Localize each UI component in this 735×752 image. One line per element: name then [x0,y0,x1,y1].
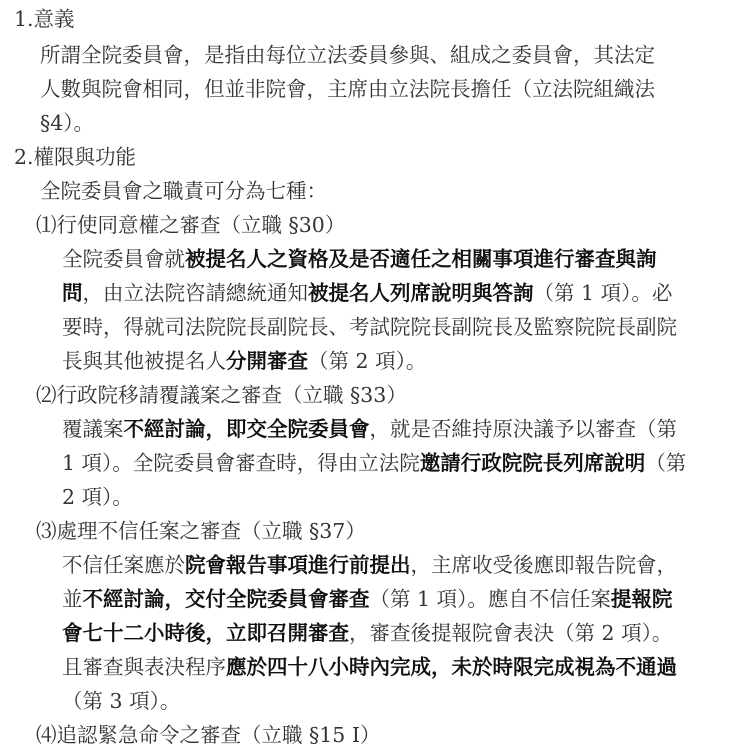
text-run: §4）。 [40,111,95,135]
emphasis-text: 分開審查 [226,349,308,373]
text-run: 1 項）。全院委員會審查時，得由立法院 [62,451,420,475]
emphasis-text: 會七十二小時後，立即召開審查 [62,621,349,645]
text-run: （第 1 項）。必 [533,281,673,305]
text-run: 1.意義 [14,7,75,31]
text-run: ⑷追認緊急命令之審查（立職 §15 Ⅰ） [36,723,381,747]
paragraph-line [62,412,677,446]
text-run: 要時，得就司法院院長副院長、考試院院長副院長及監察院院長副院 [62,315,677,339]
paragraph-line [40,174,327,208]
text-run: 覆議案 [62,417,124,441]
paragraph-line [62,242,657,276]
text-run: ⑴行使同意權之審查（立職 §30） [36,213,346,237]
text-run: 人數與院會相同，但並非院會，主席由立法院長擔任（立法院組織法 [40,77,655,101]
emphasis-text: 問 [62,281,83,305]
text-run: 並 [62,587,83,611]
section-heading-powers [14,140,136,174]
paragraph-line [40,72,655,106]
section-heading-meaning [14,2,75,36]
text-run: （第 2 項）。 [308,349,427,373]
subsection-heading-reconsideration [36,378,407,412]
subsection-heading-consent [36,208,345,242]
text-run: 且審查與表決程序 [62,655,226,679]
text-run: 不信任案應於 [62,553,185,577]
emphasis-text: 不經討論，交付全院委員會審查 [82,587,370,611]
paragraph-line [62,310,677,344]
emphasis-text: 不經討論，即交全院委員會 [123,417,370,441]
paragraph-line [40,106,94,140]
emphasis-text: 被提名人之資格及是否適任之相關事項進行審查與詢 [185,247,657,271]
paragraph-line [62,480,133,514]
text-run: （第 [645,451,687,475]
text-run: ，主席收受後應即報告院會， [410,553,677,577]
paragraph-line [62,344,426,378]
emphasis-text: 提報院 [610,587,673,611]
emphasis-text: 院會報告事項進行前提出 [185,553,411,577]
text-run: ⑵行政院移請覆議案之審查（立職 §33） [36,383,407,407]
paragraph-line [62,650,677,684]
paragraph-line [62,582,672,616]
text-run: 長與其他被提名人 [62,349,226,373]
paragraph-line [62,446,686,480]
paragraph-line [62,276,672,310]
text-run: 全院委員會就 [62,247,185,271]
paragraph-line [40,38,655,72]
text-run: 全院委員會之職責可分為七種： [40,179,327,203]
text-run: 2 項）。 [62,485,133,509]
text-run: ，由立法院咨請總統通知 [82,281,308,305]
text-run: 所謂全院委員會，是指由每位立法委員參與、組成之委員會，其法定 [40,43,655,67]
emphasis-text: 應於四十八小時內完成，未於時限完成視為不通過 [226,655,677,679]
emphasis-text: 被提名人列席說明與答詢 [308,281,534,305]
text-run: ⑶處理不信任案之審查（立職 §37） [36,519,366,543]
paragraph-line [62,616,672,650]
emphasis-text: 邀請行政院院長列席說明 [419,451,646,475]
paragraph-line [62,548,677,582]
paragraph-line [62,684,180,718]
subsection-heading-no-confidence [36,514,366,548]
text-run: （第 1 項）。應自不信任案 [369,587,611,611]
text-run: 2.權限與功能 [14,145,137,169]
text-run: ，審查後提報院會表決（第 2 項）。 [349,621,673,645]
text-run: ，就是否維持原決議予以審查（第 [369,417,677,441]
text-run: （第 3 項）。 [62,689,181,713]
subsection-heading-emergency-order [36,718,380,752]
